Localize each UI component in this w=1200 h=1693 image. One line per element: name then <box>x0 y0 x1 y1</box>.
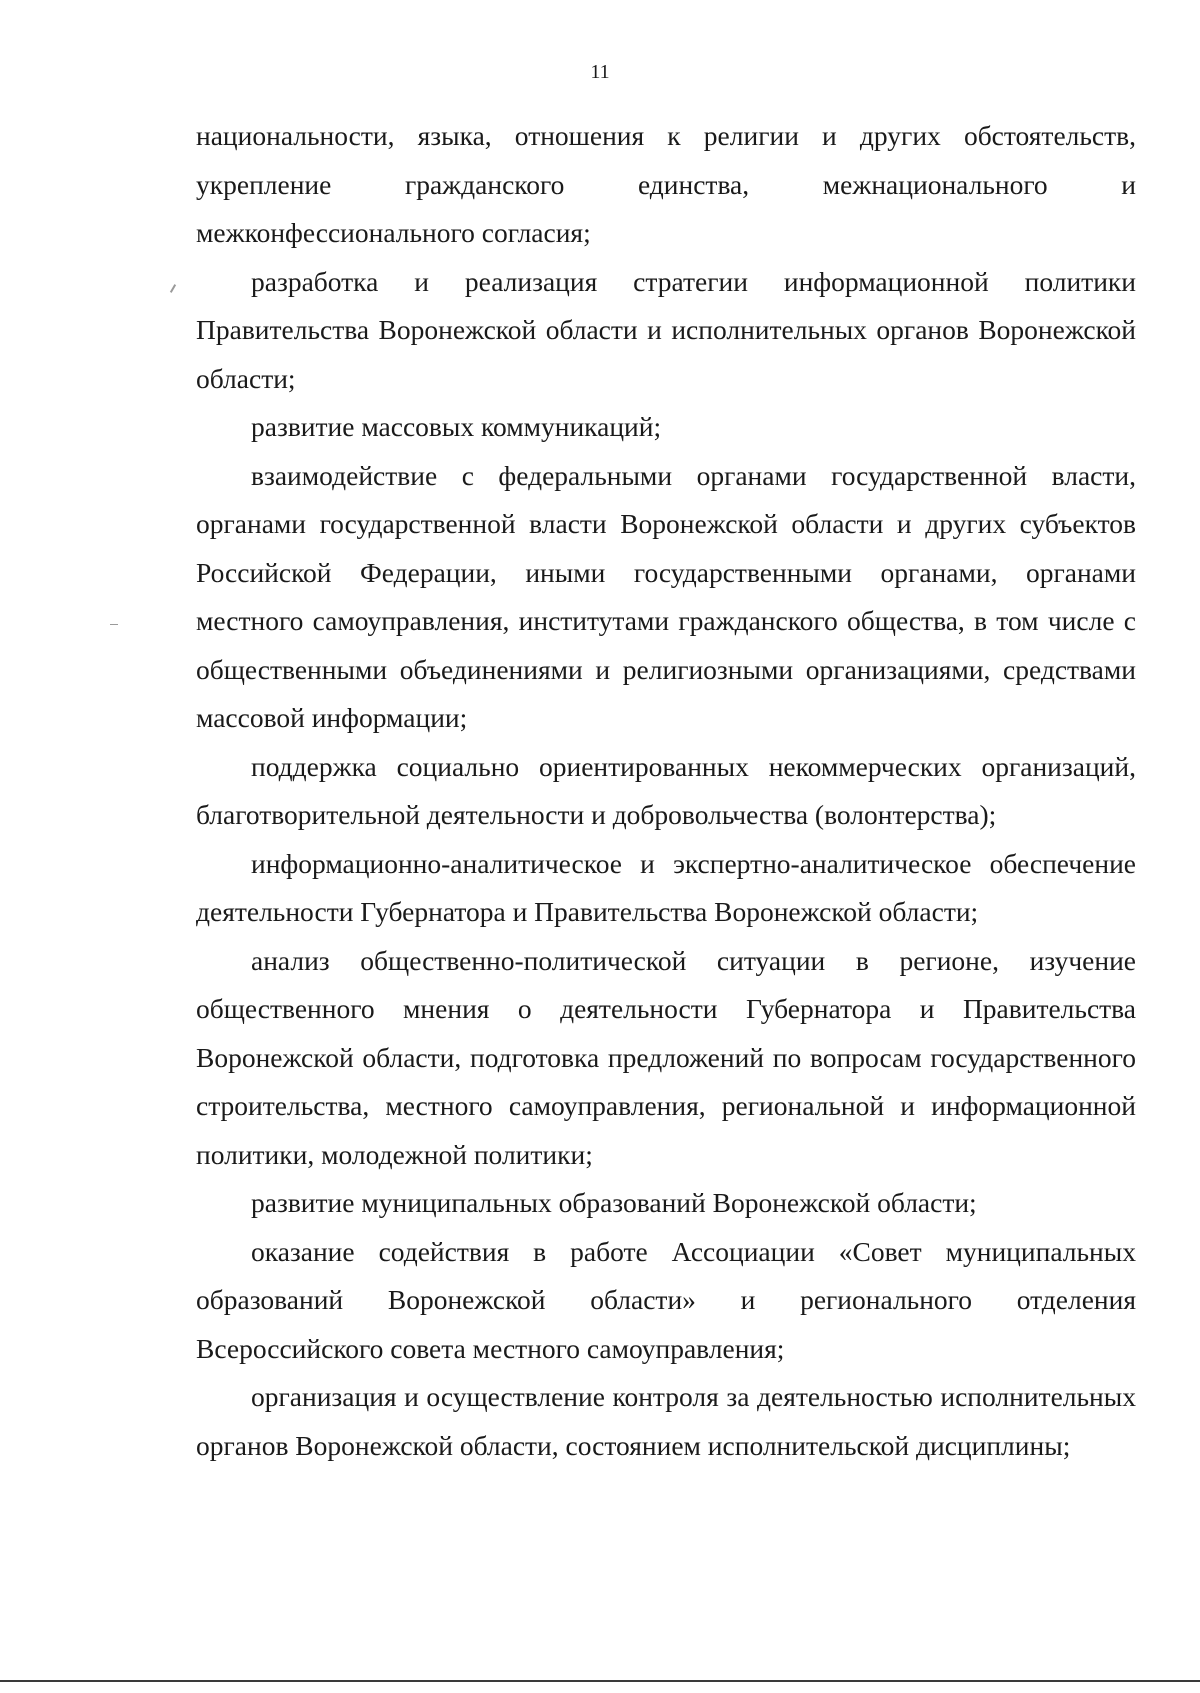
paragraph-continued: национальности, языка, отношения к религии и других обстоятельств, укрепление гражданского единства, межнационального и межконфессионального согласия; <box>196 120 1136 248</box>
paragraph: оказание содействия в работе Ассоциации «Совет муниципальных образований Воронежской области» и регионального отделения Всероссийского совета местного самоуправления; <box>196 1235 1136 1364</box>
paragraph: взаимодействие с федеральными органами государственной власти, органами государственной власти Воронежской области и других субъектов Российской Федерации, иными государственными органами, органами местного самоуправления, институтами гражданского общества, в том числе с общественными объединениями и религиозными организациями, средствами массовой информации; <box>196 459 1136 733</box>
scan-artifact-mark <box>110 624 118 625</box>
paragraph: разработка и реализация стратегии информационной политики Правительства Воронежской области и исполнительных органов Воронежской области; <box>196 265 1136 394</box>
document-body <box>196 112 1136 1470</box>
scan-artifact-mark <box>170 284 176 293</box>
page-bottom-rule <box>0 1680 1200 1682</box>
paragraph: поддержка социально ориентированных некоммерческих организаций, благотворительной деятельности и добровольчества (волонтерства); <box>196 750 1136 830</box>
paragraph: анализ общественно-политической ситуации в регионе, изучение общественного мнения о деятельности Губернатора и Правительства Воронежской области, подготовка предложений по вопросам государственного строительства, местного самоуправления, региональной и информационной политики, молодежной политики; <box>196 944 1136 1170</box>
page-number: 11 <box>590 61 610 83</box>
paragraph: развитие массовых коммуникаций; <box>251 411 662 442</box>
paragraph: развитие муниципальных образований Воронежской области; <box>251 1187 977 1218</box>
paragraph: информационно-аналитическое и экспертно-аналитическое обеспечение деятельности Губернатора и Правительства Воронежской области; <box>196 847 1136 927</box>
paragraph: организация и осуществление контроля за деятельностью исполнительных органов Воронежской области, состоянием исполнительской дисциплины; <box>196 1381 1136 1461</box>
